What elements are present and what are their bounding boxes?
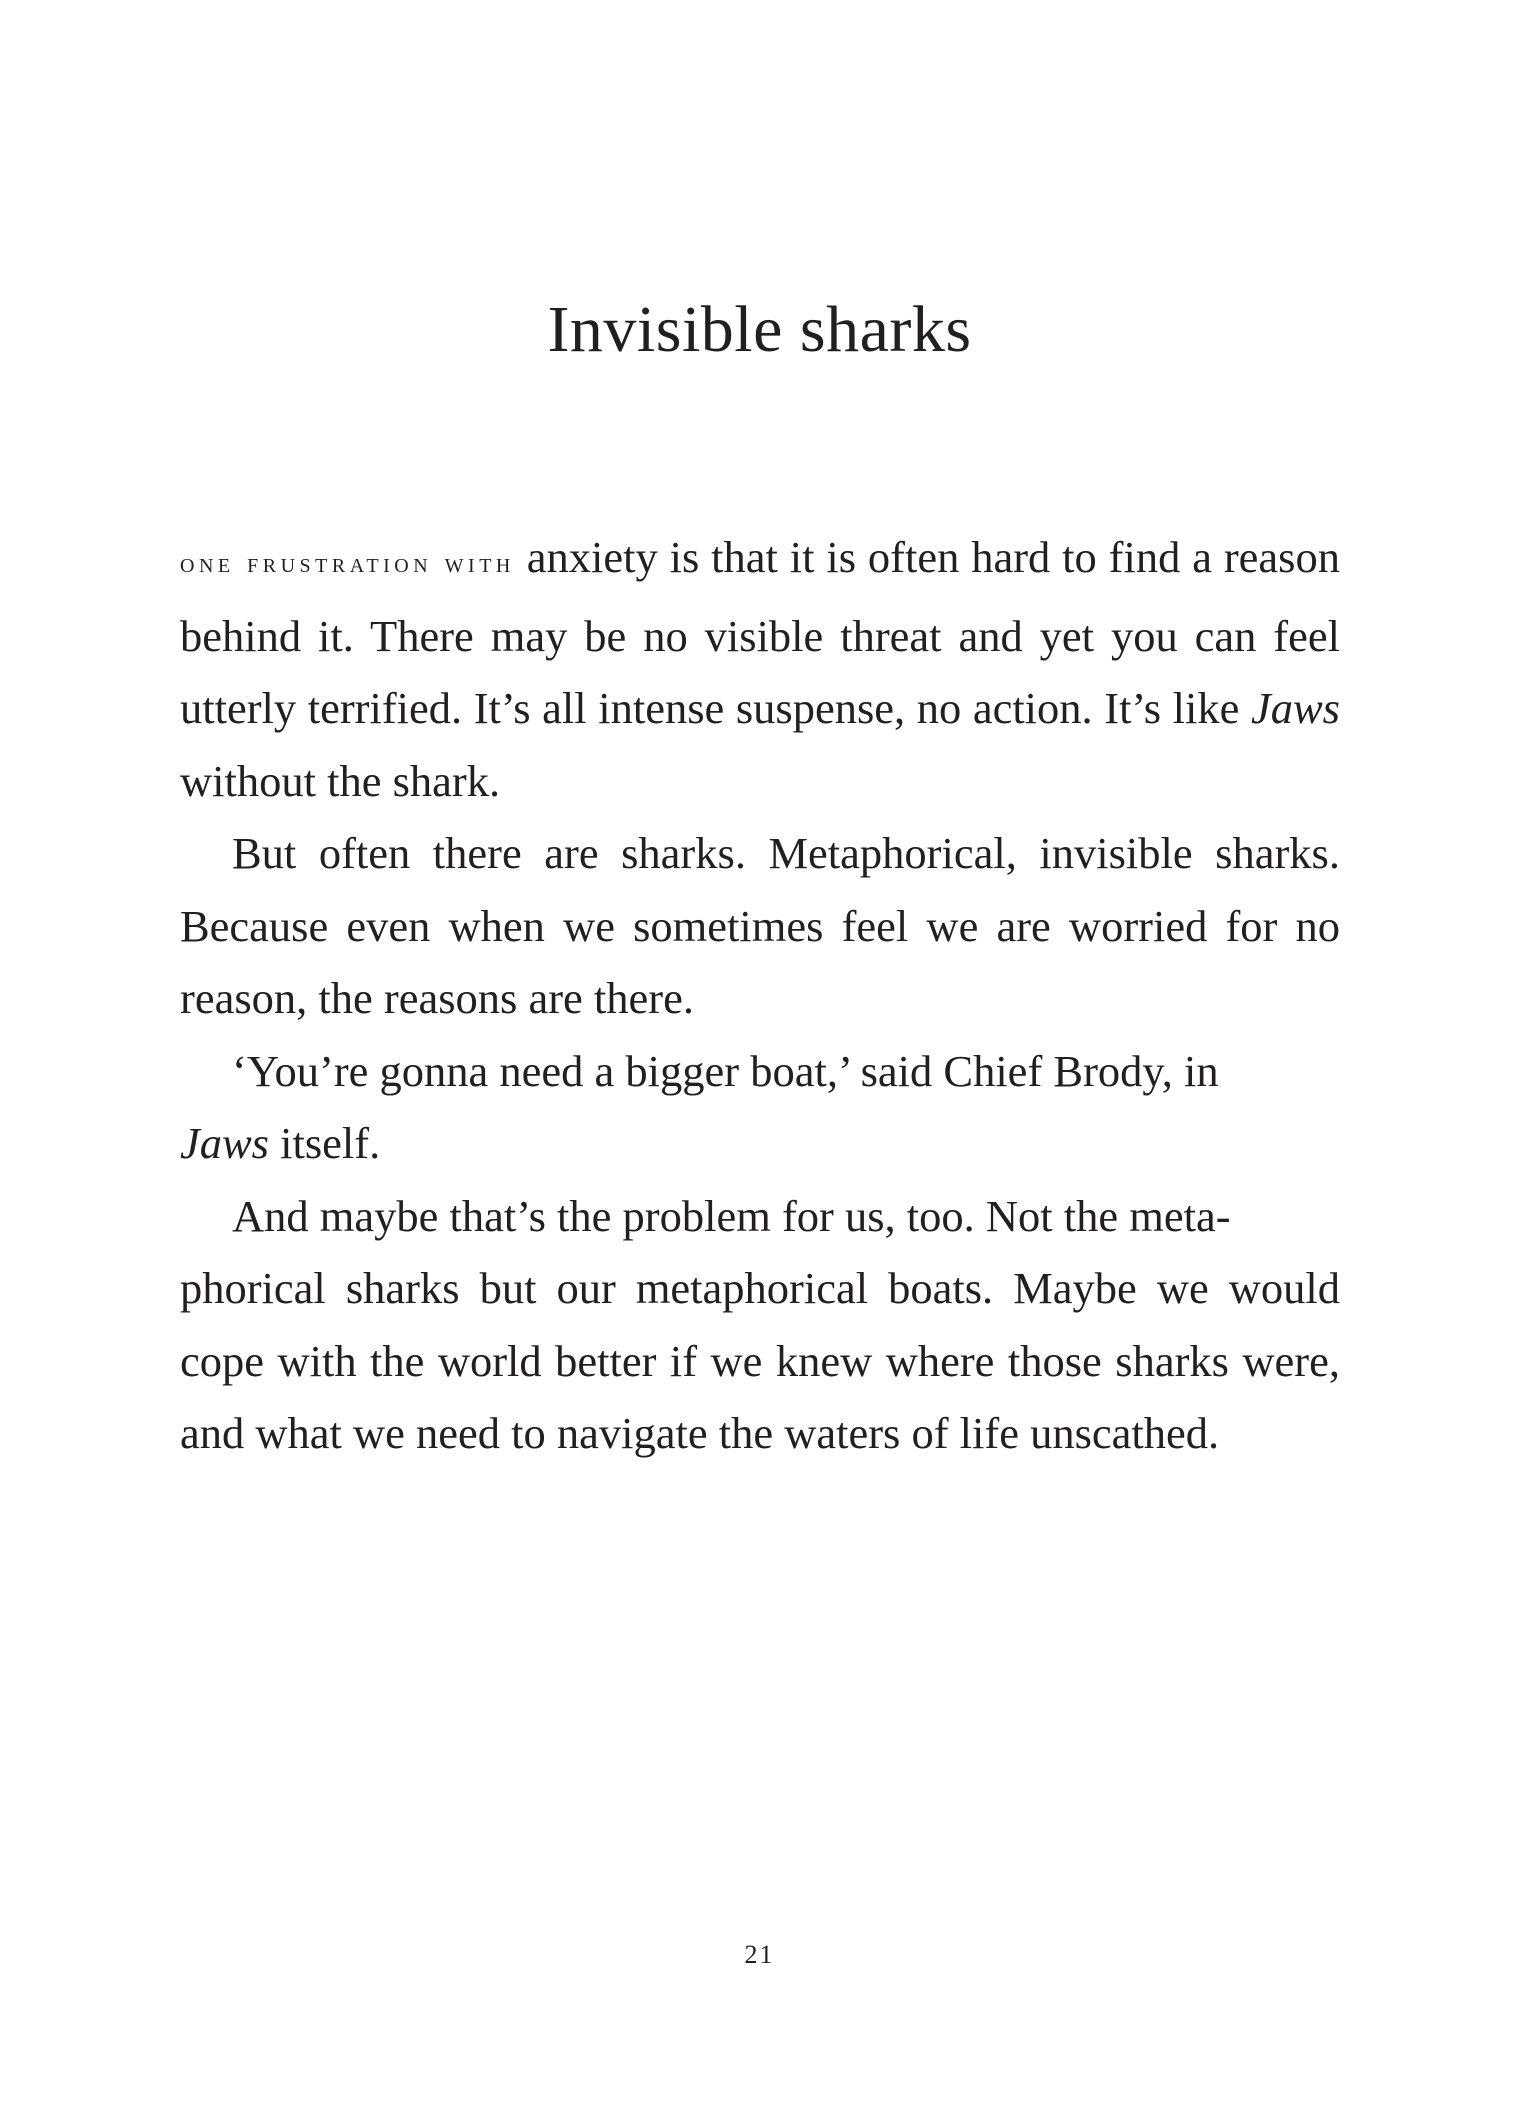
paragraph-3-text-a: ‘You’re gonna need a bigger boat,’ said Chief Brody, in	[232, 1045, 1219, 1096]
paragraph-4-text-a: And maybe that’s the problem for us, too. Not the meta-	[232, 1190, 1231, 1241]
paragraph-3	[180, 1035, 1340, 1180]
paragraph-1-text-a: anxiety is that it is often hard to find a reason behind it. There may be no visible threat and yet you can feel utterly terrified. It’s all intense suspense, no action. It’s like	[180, 532, 1340, 733]
paragraph-4-text-b: phorical sharks but our metaphorical boats. Maybe we would cope with the world better if we knew where those sharks were, and what we need to navigate the waters of life unscathed.	[180, 1263, 1340, 1458]
chapter-title: Invisible sharks	[547, 293, 972, 366]
paragraph-4	[180, 1180, 1340, 1470]
page-number: 21	[744, 1940, 775, 1969]
paragraph-1-text-b: without the shark.	[180, 755, 501, 806]
paragraph-3-text-b: itself.	[269, 1118, 381, 1168]
paragraph-1	[180, 521, 1340, 817]
lead-in-smallcaps: one frustration with	[180, 547, 515, 579]
film-title-jaws: Jaws	[180, 1118, 269, 1168]
paragraph-2	[180, 817, 1340, 1035]
film-title-jaws: Jaws	[1251, 683, 1340, 733]
body-text	[180, 521, 1340, 1470]
paragraph-2-text: But often there are sharks. Metaphorical, invisible sharks. Because even when we sometimes feel we are worried for no reason, the reasons are there.	[180, 828, 1340, 1023]
